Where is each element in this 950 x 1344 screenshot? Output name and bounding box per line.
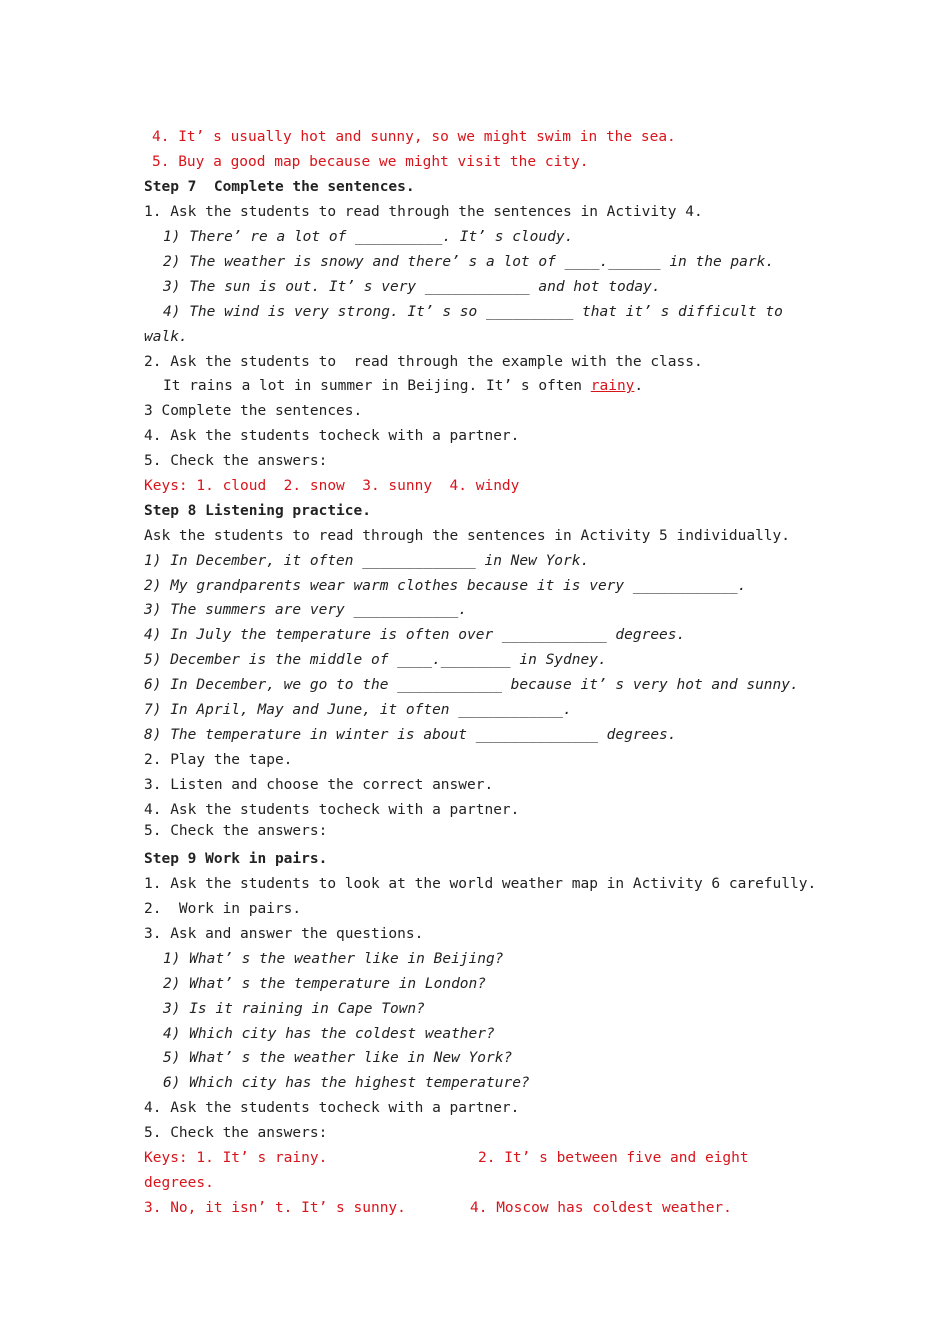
step-8-item-3: 3. Listen and choose the correct answer. xyxy=(144,777,494,793)
activity-4-sentence-4: 4) The wind is very strong. It’ s so __________ that it’ s difficult to xyxy=(163,304,783,320)
step-9-keys-c: 3. No, it isn’ t. It’ s sunny. xyxy=(144,1200,406,1216)
step-9-item-5: 5. Check the answers: xyxy=(144,1125,328,1141)
step-9-keys-a: Keys: 1. It’ s rainy. xyxy=(144,1150,328,1166)
step-7-item-5: 5. Check the answers: xyxy=(144,453,328,469)
step-7-heading: Step 7 Complete the sentences. xyxy=(144,179,415,195)
activity-4-sentence-4-wrap: walk. xyxy=(144,329,188,345)
step-7-keys: Keys: 1. cloud 2. snow 3. sunny 4. windy xyxy=(144,478,520,494)
step-8-item-4: 4. Ask the students tocheck with a partner. xyxy=(144,802,520,818)
step-9-heading: Step 9 Work in pairs. xyxy=(144,851,328,867)
step-8-item-2: 2. Play the tape. xyxy=(144,752,293,768)
step-9-item-3: 3. Ask and answer the questions. xyxy=(144,926,424,942)
step-9-item-2: 2. Work in pairs. xyxy=(144,901,302,917)
step-8-intro: Ask the students to read through the sentences in Activity 5 individually. xyxy=(144,528,791,544)
activity-5-sentence-1: 1) In December, it often _____________ in New York. xyxy=(144,553,590,569)
activity-4-sentence-1: 1) There’ re a lot of __________. It’ s cloudy. xyxy=(163,229,574,245)
step-7-item-2: 2. Ask the students to read through the example with the class. xyxy=(144,354,703,370)
example-suffix: . xyxy=(634,378,644,394)
step-9-item-4: 4. Ask the students tocheck with a partner. xyxy=(144,1100,520,1116)
activity-5-sentence-7: 7) In April, May and June, it often ____________. xyxy=(144,702,572,718)
step-8-heading: Step 8 Listening practice. xyxy=(144,503,371,519)
activity-5-sentence-4: 4) In July the temperature is often over ____________ degrees. xyxy=(144,627,686,643)
question-2: 2) What’ s the temperature in London? xyxy=(163,976,487,992)
step-9-keys-d: 4. Moscow has coldest weather. xyxy=(470,1200,732,1216)
key-line-4: 4. It’ s usually hot and sunny, so we might swim in the sea. xyxy=(152,129,676,145)
example-answer: rainy xyxy=(590,378,635,394)
question-6: 6) Which city has the highest temperature? xyxy=(163,1075,530,1091)
step-7-item-3: 3 Complete the sentences. xyxy=(144,403,363,419)
activity-5-sentence-5: 5) December is the middle of ____.________ in Sydney. xyxy=(144,652,607,668)
activity-4-sentence-2: 2) The weather is snowy and there’ s a lot of ____.______ in the park. xyxy=(163,254,775,270)
activity-5-sentence-6: 6) In December, we go to the ____________ because it’ s very hot and sunny. xyxy=(144,677,799,693)
example-text: It rains a lot in summer in Beijing. It’ s often xyxy=(163,378,591,394)
activity-5-sentence-2: 2) My grandparents wear warm clothes because it is very ____________. xyxy=(144,578,747,594)
question-3: 3) Is it raining in Cape Town? xyxy=(163,1001,425,1017)
question-4: 4) Which city has the coldest weather? xyxy=(163,1026,495,1042)
activity-5-sentence-8: 8) The temperature in winter is about ______________ degrees. xyxy=(144,727,677,743)
question-5: 5) What’ s the weather like in New York? xyxy=(163,1050,513,1066)
step-9-keys-b-wrap: degrees. xyxy=(144,1175,214,1191)
step-8-item-5: 5. Check the answers: xyxy=(144,823,328,839)
step-7-item-4: 4. Ask the students tocheck with a partner. xyxy=(144,428,520,444)
question-1: 1) What’ s the weather like in Beijing? xyxy=(163,951,504,967)
step-9-item-1: 1. Ask the students to look at the world weather map in Activity 6 carefully. xyxy=(144,876,817,892)
example-sentence xyxy=(163,377,643,395)
activity-5-sentence-3: 3) The summers are very ____________. xyxy=(144,602,468,618)
key-line-5: 5. Buy a good map because we might visit the city. xyxy=(152,154,589,170)
step-7-item-1: 1. Ask the students to read through the sentences in Activity 4. xyxy=(144,204,703,220)
activity-4-sentence-3: 3) The sun is out. It’ s very ____________ and hot today. xyxy=(163,279,661,295)
step-9-keys-b: 2. It’ s between five and eight xyxy=(478,1150,749,1166)
